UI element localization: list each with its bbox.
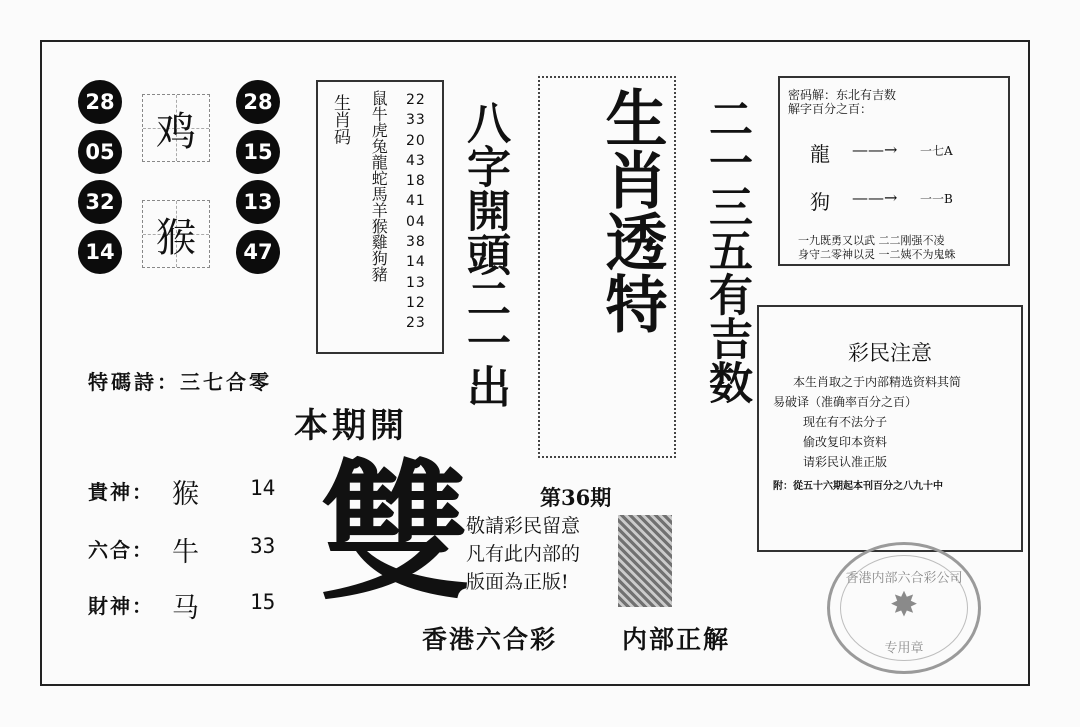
- zodiac-box-rooster: 鸡: [142, 94, 210, 162]
- code-number: 41: [406, 193, 426, 210]
- dog-value: 一一B: [920, 192, 953, 206]
- main-title-box: [538, 76, 676, 458]
- note-line: 敬請彩民留意: [466, 515, 581, 537]
- footer-inside-answer: 内部正解: [622, 625, 731, 654]
- password-box: [778, 76, 1010, 266]
- code-number: 12: [406, 294, 426, 311]
- dog-label: 狗: [810, 190, 830, 214]
- number-ball: 15: [236, 130, 280, 174]
- authenticity-note: [466, 512, 580, 596]
- star-icon: ✸: [889, 585, 919, 625]
- code-table-label: 生肖码: [330, 94, 350, 145]
- note-line: 版面為正版!: [466, 571, 569, 593]
- row-label: 貴神：: [88, 480, 154, 504]
- footer-lottery-name: 香港六合彩: [422, 625, 558, 654]
- dragon-label: 龍: [810, 142, 830, 166]
- number-ball: 28: [236, 80, 280, 124]
- row-label: 六合：: [88, 538, 154, 562]
- row-number: 33: [250, 534, 276, 558]
- main-title: 生肖透特: [595, 86, 668, 334]
- code-number-list: [406, 90, 426, 334]
- code-number: 18: [406, 173, 426, 190]
- code-number: 14: [406, 254, 426, 271]
- number-ball: 47: [236, 230, 280, 274]
- notice-footnote: 附：從五十六期起本刊百分之八九十中: [773, 481, 943, 492]
- poem-line-2: 身守二零神以灵 一二姨不为鬼蛛: [798, 248, 956, 261]
- password-line-2: 解字百分之百：: [788, 102, 873, 116]
- special-code-poem: 特碼詩：三七合零: [88, 370, 272, 394]
- notice-title: 彩民注意: [848, 341, 932, 365]
- row-animal: 猴: [172, 479, 199, 510]
- dragon-value: 一七A: [920, 144, 953, 158]
- password-line-1: 密码解：东北有吉数: [788, 88, 897, 102]
- number-ball: 32: [78, 180, 122, 224]
- big-character-double: 雙: [320, 445, 471, 621]
- this-issue-heading: 本期開: [294, 406, 408, 446]
- poem-line-1: 一九既勇又以武 二二刚强不凌: [798, 234, 945, 247]
- code-number: 23: [406, 315, 426, 332]
- zodiac-list: 鼠牛虎兔龍蛇馬羊猴雞狗豬: [369, 90, 389, 282]
- zodiac-box-monkey: 猴: [142, 200, 210, 268]
- row-animal: 牛: [172, 537, 199, 568]
- code-number: 20: [406, 132, 426, 149]
- official-seal: [827, 542, 981, 674]
- row-animal: 马: [172, 593, 199, 624]
- code-number: 22: [406, 92, 426, 108]
- number-ball: 13: [236, 180, 280, 224]
- row-label: 財神：: [88, 594, 154, 618]
- code-number: 38: [406, 234, 426, 251]
- notice-line: 本生肖取之于内部精选资料其简: [793, 375, 962, 389]
- zodiac-code-table: [316, 80, 444, 354]
- row-number: 14: [250, 476, 276, 500]
- info-row-caishen: [88, 590, 276, 624]
- seal-ring-text: 香港内部六合彩公司: [845, 571, 963, 586]
- number-ball: 28: [78, 80, 122, 124]
- info-row-liuhe: [88, 534, 276, 568]
- note-line: 凡有此内部的: [466, 543, 581, 565]
- issue-number: 第36期: [540, 485, 612, 510]
- info-row-guishen: [88, 476, 276, 510]
- row-number: 15: [250, 590, 276, 614]
- notice-box: [757, 305, 1023, 552]
- code-number: 43: [406, 152, 426, 169]
- code-number: 33: [406, 112, 426, 129]
- number-ball: 05: [78, 130, 122, 174]
- code-number: 13: [406, 274, 426, 291]
- security-pattern-image: [618, 515, 672, 607]
- hint-column-left: 八字開頭二一出: [459, 100, 510, 408]
- notice-line: 请彩民认准正版: [803, 455, 888, 469]
- arrow-icon: ——→: [852, 188, 898, 207]
- number-ball: 14: [78, 230, 122, 274]
- notice-line: 偷改复印本资料: [803, 435, 888, 449]
- notice-line: 现在有不法分子: [803, 415, 888, 429]
- notice-line: 易破译（准确率百分之百）: [773, 395, 918, 409]
- seal-center-text: 专用章: [884, 641, 924, 656]
- hint-column-right: 二一三五有吉数: [701, 96, 752, 404]
- arrow-icon: ——→: [852, 140, 898, 159]
- code-number: 04: [406, 213, 426, 230]
